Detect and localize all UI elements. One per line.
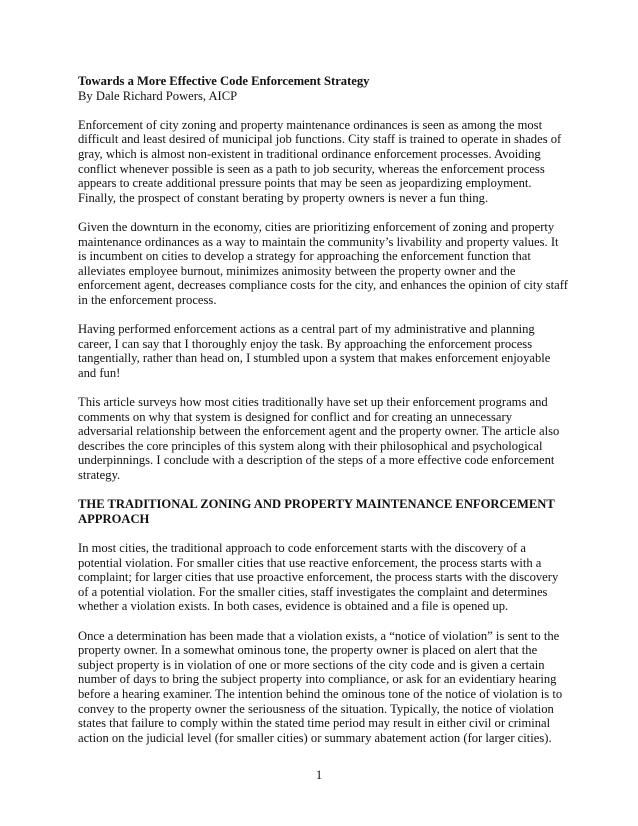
document-title: Towards a More Effective Code Enforcement Strategy <box>78 74 370 88</box>
intro-paragraph-4: This article surveys how most cities traditionally have set up their enforcement programs and comments on why that system is designed for conflict and for creating an unnecessary adversarial relationship between the enforcement agent and the property owner. The article also describes the core principles of this system along with their philosophical and psychological underpinnings. I conclude with a description of the steps of a more effective code enforcement strategy. <box>78 395 560 483</box>
intro-paragraph-1: Enforcement of city zoning and property maintenance ordinances is seen as among the most difficult and least desired of municipal job functions. City staff is trained to operate in shades of gray, which is almost non-existent in traditional ordinance enforcement processes. Avoiding conflict whenever possible is seen as a path to job security, whereas the enforcement process appears to create additional pressure points that may be seen as jeopardizing employment. Finally, the prospect of constant berating by property owners is never a fun thing. <box>78 117 562 205</box>
section-paragraph-2: Once a determination has been made that a violation exists, a “notice of violation” is sent to the property owner. In a somewhat ominous tone, the property owner is placed on alert that the subject property is in violation of one or more sections of the city code and is given a certain number of days to bring the subject property into compliance, or ask for an evidentiary hearing before a hearing examiner. The intention behind the ominous tone of the notice of violation is to convey to the property owner the seriousness of the situation. Typically, the notice of violation states that failure to comply within the stated time period may result in either civil or criminal action on the judicial level (for smaller cities) or summary abatement action (for larger cities). <box>78 628 563 745</box>
section-paragraph-1: In most cities, the traditional approach to code enforcement starts with the discovery of a potential violation. For smaller cities that use reactive enforcement, the process starts with a complaint; for larger cities that use proactive enforcement, the process starts with the discovery of a potential violation. For the smaller cities, staff investigates the complaint and determines whether a violation exists. In both cases, evidence is obtained and a file is opened up. <box>78 541 559 614</box>
intro-paragraph-3: Having performed enforcement actions as a central part of my administrative and planning career, I can say that I thoroughly enjoy the task. By approaching the enforcement process tangentially, rather than head on, I stumbled upon a system that makes enforcement enjoyable and fun! <box>78 322 551 380</box>
document-byline: By Dale Richard Powers, AICP <box>78 88 238 103</box>
page-number: 1 <box>315 768 323 782</box>
section-heading: THE TRADITIONAL ZONING AND PROPERTY MAINTENANCE ENFORCEMENT APPROACH <box>78 497 555 526</box>
document-page <box>78 74 568 760</box>
intro-paragraph-2: Given the downturn in the economy, cities are prioritizing enforcement of zoning and property maintenance ordinances as a way to maintain the community’s livability and property values. It is incumbent on cities to develop a strategy for approaching the enforcement function that alleviates employee burnout, minimizes animosity between the property owner and the enforcement agent, decreases compliance costs for the city, and enhances the opinion of city staff in the enforcement process. <box>78 219 568 307</box>
